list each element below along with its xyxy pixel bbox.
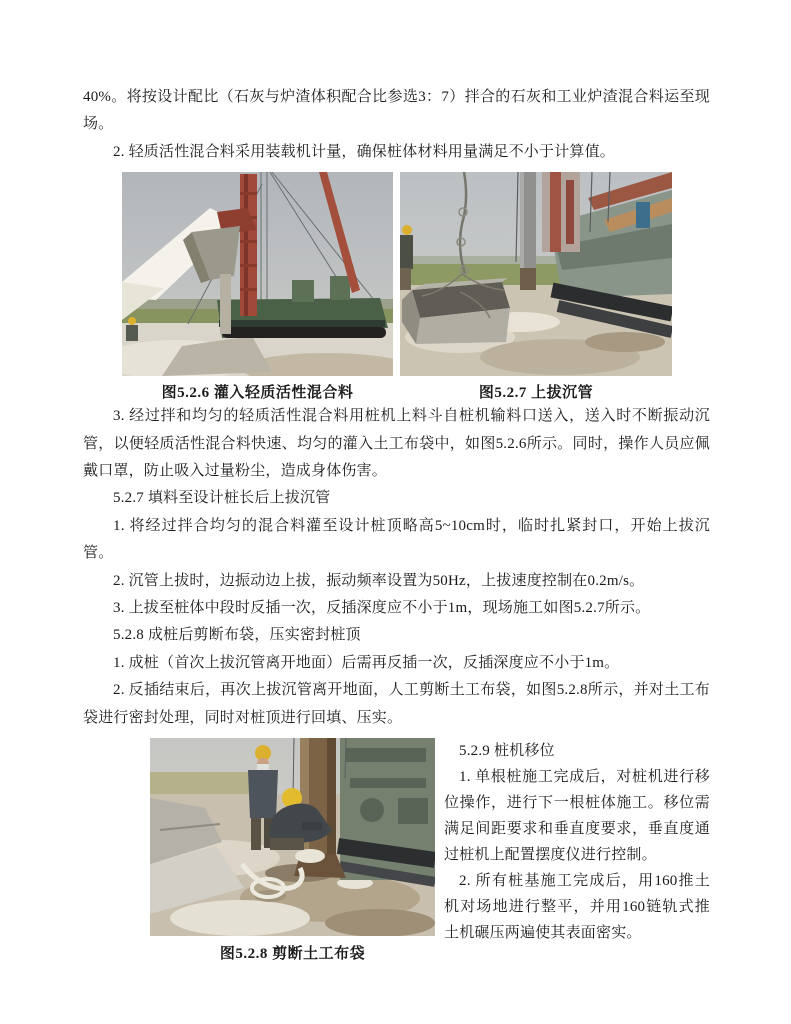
figure-5-2-8-caption: 图5.2.8 剪断土工布袋: [219, 946, 366, 963]
figure-5-2-6-caption: 图5.2.6 灌入轻质活性混合料: [161, 385, 354, 402]
figure-captions: [122, 383, 710, 403]
paragraph-continuation: 40%。将按设计配比（石灰与炉渣体积配合比参选3：7）拌合的石灰和工业炉渣混合料运至现场。: [83, 89, 710, 133]
paragraph-527-2: 2. 沉管上拔时，边振动边上拔，振动频率设置为50Hz，上拔速度控制在0.2m/s。: [113, 572, 645, 589]
paragraph-528-2: 2. 反插结束后，再次上拔沉管离开地面，人工剪断土工布袋，如图5.2.8所示，并对土工布袋进行密封处理，同时对桩顶进行回填、压实。: [83, 682, 710, 726]
hammer-red-stripe: [550, 172, 561, 252]
paragraph-527-3: 3. 上拔至桩体中段时反插一次，反插深度应不小于1m，现场施工如图5.2.7所示。: [113, 600, 651, 617]
worker-body: [400, 235, 413, 269]
worker-helmet: [402, 225, 412, 235]
worker-body: [126, 325, 138, 341]
paragraph-529-2: 2. 所有桩基施工完成后，用160推土机对场地进行整平，并用160链轨式推土机碾压两遍使其表面密实。: [444, 873, 710, 942]
figure-5-2-7-photo: [400, 172, 672, 376]
figure-5-2-7-caption: 图5.2.7 上拔沉管: [478, 385, 594, 402]
cut-fabric: [295, 849, 325, 863]
heading-5-2-7: 5.2.7 填料至设计桩长后上拔沉管: [113, 490, 331, 507]
hammer-red-stripe-2: [566, 180, 574, 244]
roller-tube: [222, 327, 386, 338]
figure-5-2-8-photo: [150, 738, 435, 936]
paragraph-528-1: 1. 成桩（首次上拔沉管离开地面）后需再反插一次，反插深度应不小于1m。: [113, 654, 620, 671]
bottom-section: [83, 738, 710, 964]
worker-helmet: [128, 317, 136, 325]
red-mast: [240, 174, 257, 316]
paragraph-item-3: 3. 经过拌和均匀的轻质活性混合料用桩机上料斗自桩机输料口送入，送入时不断振动沉管，以便轻质活性混合料快速、均匀的灌入土工布袋中，如图5.2.6所示。同时，操作人员应佩戴口罩，防止吸入过量粉尘，造成身体伤害。: [83, 408, 710, 480]
pipe-rust: [520, 268, 536, 290]
pipe-shadow: [327, 738, 336, 854]
page-content: [83, 84, 710, 964]
machine-frame: [219, 320, 385, 327]
heading-5-2-9: 5.2.9 桩机移位: [459, 743, 555, 760]
heading-5-2-8: 5.2.8 成桩后剪断布袋，压实密封桩顶: [113, 627, 361, 644]
paragraph-527-1: 1. 将经过拌合均匀的混合料灌至设计桩顶略高5~10cm时，临时扎紧封口，开始上拔沉管。: [83, 517, 710, 562]
figure-5-2-6-photo: [122, 172, 393, 376]
section-529: [444, 738, 710, 964]
figure-row: [122, 172, 710, 376]
casing-pipe: [220, 274, 231, 334]
paragraph-529-1: 1. 单根桩施工完成后，对桩机进行移位操作，进行下一根桩体施工。移位需满足间距要求和垂直度要求，垂直度通过桩机上配置摆度仪进行控制。: [444, 769, 710, 864]
figure-5-2-8-block: [150, 738, 435, 964]
paragraph-item-2: 2. 轻质活性混合料采用装载机计量，确保桩体材料用量满足不小于计算值。: [113, 143, 616, 160]
red-mast-shadow: [244, 174, 248, 316]
blue-box: [636, 202, 650, 228]
worker-legs: [400, 268, 411, 290]
